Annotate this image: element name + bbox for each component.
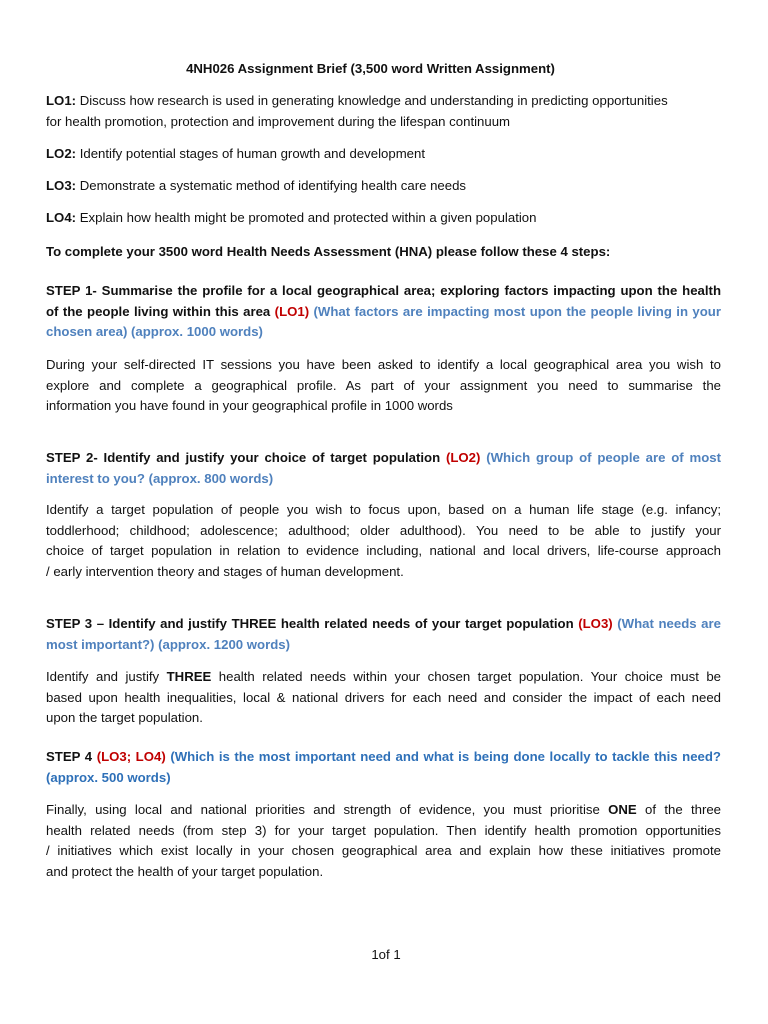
step-3-question: (What needs are — [617, 616, 721, 631]
step-2-lo-tag: (LO2) — [445, 450, 481, 465]
step-2-body-line: / early intervention theory and stages of human development. — [46, 563, 404, 579]
step-2-heading-line-1 — [46, 448, 721, 469]
step-3-body-text: health related needs within your chosen target population. Your choice must be — [218, 669, 721, 684]
step-2-body — [46, 500, 721, 582]
page-number: 1of 1 — [371, 947, 401, 962]
steps-intro: To complete your 3500 word Health Needs Assessment (HNA) please follow these 4 steps: — [46, 244, 611, 259]
step-1-body-line: explore and complete a geographical profile. As part of your assignment you need to summarise the — [46, 377, 721, 393]
lo3-label: LO3: — [46, 178, 77, 193]
lo4-line — [46, 208, 721, 229]
lo4-label: LO4: — [46, 210, 77, 225]
step-1-heading-text: of the people living within this area — [46, 303, 271, 319]
learning-outcome-2 — [46, 144, 721, 165]
step-2-body-line: Identify a target population of people you wish to focus upon, based on a human life stage (e.g. infancy; — [46, 502, 721, 517]
step-1-body-line: information you have found in your geographical profile in 1000 words — [46, 398, 453, 413]
learning-outcome-3 — [46, 176, 721, 197]
step-4-body-line: and protect the health of your target population. — [46, 863, 324, 879]
step-3-lo-tag: (LO3) — [578, 616, 613, 631]
step-1-heading — [46, 281, 721, 343]
lo2-line — [46, 144, 721, 165]
step-4-body-line: health related needs (from step 3) for your target population. Then identify health promotion opportunities — [46, 822, 721, 838]
step-1-lo-tag: (LO1) — [274, 303, 310, 319]
step-4-body — [46, 800, 721, 882]
step-4-question: (Which is the most important need and what is being done locally to tackle this need? — [170, 749, 721, 764]
step-3-body — [46, 667, 721, 729]
step-3-body-line: upon the target population. — [46, 710, 203, 725]
lo1-line-2: for health promotion, protection and improvement during the lifespan continuum — [46, 113, 511, 129]
lo4-text: Explain how health might be promoted and protected within a given population — [79, 210, 537, 225]
learning-outcome-1 — [46, 91, 721, 132]
step-1-body-line: During your self-directed IT sessions you have been asked to identify a local geographical area you wish to — [46, 357, 721, 372]
step-3-heading — [46, 614, 721, 655]
step-3-body-line: based upon health inequalities, local & national drivers for each need and consider the impact of each need — [46, 689, 721, 705]
step-4-body-line: / initiatives which exist locally in your chosen geographical area and explain how these initiatives promote — [46, 843, 721, 858]
lo1-text: Discuss how research is used in generating knowledge and understanding in predicting opportunities — [79, 93, 668, 108]
step-4-body-emphasis: ONE — [608, 802, 637, 817]
step-3-body-emphasis: THREE — [166, 669, 212, 684]
step-2-heading — [46, 448, 721, 489]
step-4-heading — [46, 747, 721, 788]
lo2-text: Identify potential stages of human growth and development — [79, 146, 426, 161]
step-2-question: (Which group of people are of most — [486, 450, 722, 465]
lo2-label: LO2: — [46, 146, 77, 161]
step-1-question-line-2: chosen area) (approx. 1000 words) — [46, 324, 263, 339]
lo3-line — [46, 176, 721, 197]
step-2-body-line: choice of target population in relation to evidence including, national and local drivers, life-course approach — [46, 543, 721, 558]
step-1-question: (What factors are impacting most upon the people living in your — [313, 303, 721, 319]
lo1-line-1 — [46, 91, 721, 112]
step-4-body-text: Finally, using local and national priorities and strength of evidence, you must prioritise — [46, 802, 600, 817]
learning-outcome-4 — [46, 208, 721, 229]
step-3-body-line — [46, 667, 721, 688]
document-title: 4NH026 Assignment Brief (3,500 word Written Assignment) — [186, 61, 555, 76]
step-3-body-text: Identify and justify — [46, 669, 160, 684]
lo1-label: LO1: — [46, 93, 77, 108]
step-4-question-line-2: (approx. 500 words) — [46, 769, 171, 785]
step-4-lo-tag: (LO3; LO4) — [96, 749, 166, 764]
step-2-heading-text: STEP 2- Identify and justify your choice of target population — [46, 450, 441, 465]
step-4-body-line — [46, 800, 721, 821]
step-4-heading-line-1 — [46, 747, 721, 768]
lo3-text: Demonstrate a systematic method of identifying health care needs — [79, 178, 467, 193]
step-3-question-line-2: most important?) (approx. 1200 words) — [46, 636, 291, 652]
step-1-body — [46, 355, 721, 417]
step-3-heading-text: STEP 3 – Identify and justify THREE health related needs of your target population — [46, 616, 574, 631]
step-4-heading-text: STEP 4 — [46, 749, 93, 764]
step-2-body-line: toddlerhood; childhood; adolescence; adulthood; older adulthood). You need to be able to justify your — [46, 522, 721, 538]
step-1-heading-line-2 — [46, 302, 721, 323]
step-4-body-text: of the three — [645, 802, 722, 817]
step-1-heading-line-1: STEP 1- Summarise the profile for a local geographical area; exploring factors impacting upon the health — [46, 283, 721, 298]
step-3-heading-line-1 — [46, 614, 721, 635]
step-2-question-line-2: interest to you? (approx. 800 words) — [46, 470, 274, 486]
